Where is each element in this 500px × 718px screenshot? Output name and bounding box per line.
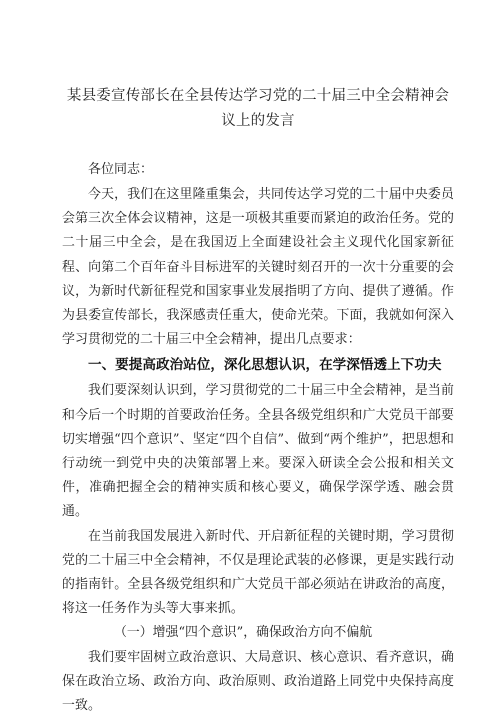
section-1-paragraph-2: 在当前我国发展进入新时代、开启新征程的关键时期，学习贯彻党的二十届三中全会精神，不仅是理论武装的必修课，更是实践行动的指南针。全县各级党组织和广大党员干部必须站在讲政治的高度，将这一任务作为头等大事来抓。 — [62, 528, 454, 617]
subsection-1-heading: （一）增强“四个意识”，确保政治方向不偏航 — [114, 625, 373, 641]
section-1-heading: 一、要提高政治站位，深化思想认识，在学深悟透上下功夫 — [88, 357, 442, 374]
intro-paragraph: 今天，我们在这里隆重集会，共同传达学习党的二十届中央委员会第三次全体会议精神，这是一项极其重要而紧迫的政治任务。党的二十届三中全会，是在我国迈上全面建设社会主义现代化国家新征程、向第二个百年奋斗目标进军的关键时刻召开的一次十分重要的会议，为新时代新征程党和国家事业发展指明了方向、提供了遵循。作为县委宣传部长，我深感责任重大，使命光荣。下面，我就如何深入学习贯彻党的二十届三中全会精神，提出几点要求： — [62, 187, 454, 348]
subsection-1-paragraph-1: 我们要牢固树立政治意识、大局意识、核心意识、看齐意识，确保在政治立场、政治方向、政治原则、政治道路上同党中央保持高度一致。 — [62, 649, 454, 714]
section-1-paragraph-1: 我们要深刻认识到，学习贯彻党的二十届三中全会精神，是当前和今后一个时期的首要政治任务。全县各级党组织和广大党员干部要切实增强“四个意识”、坚定“四个自信”、做到“两个维护”，把思想和行动统一到党中央的决策部署上来。要深入研读全会公报和相关文件，准确把握全会的精神实质和核心要义，确保学深学透、融会贯通。 — [62, 383, 454, 520]
salutation: 各位同志： — [88, 162, 154, 177]
document-title: 某县委宣传部长在全县传达学习党的二十届三中全会精神会议上的发言 — [66, 88, 450, 129]
